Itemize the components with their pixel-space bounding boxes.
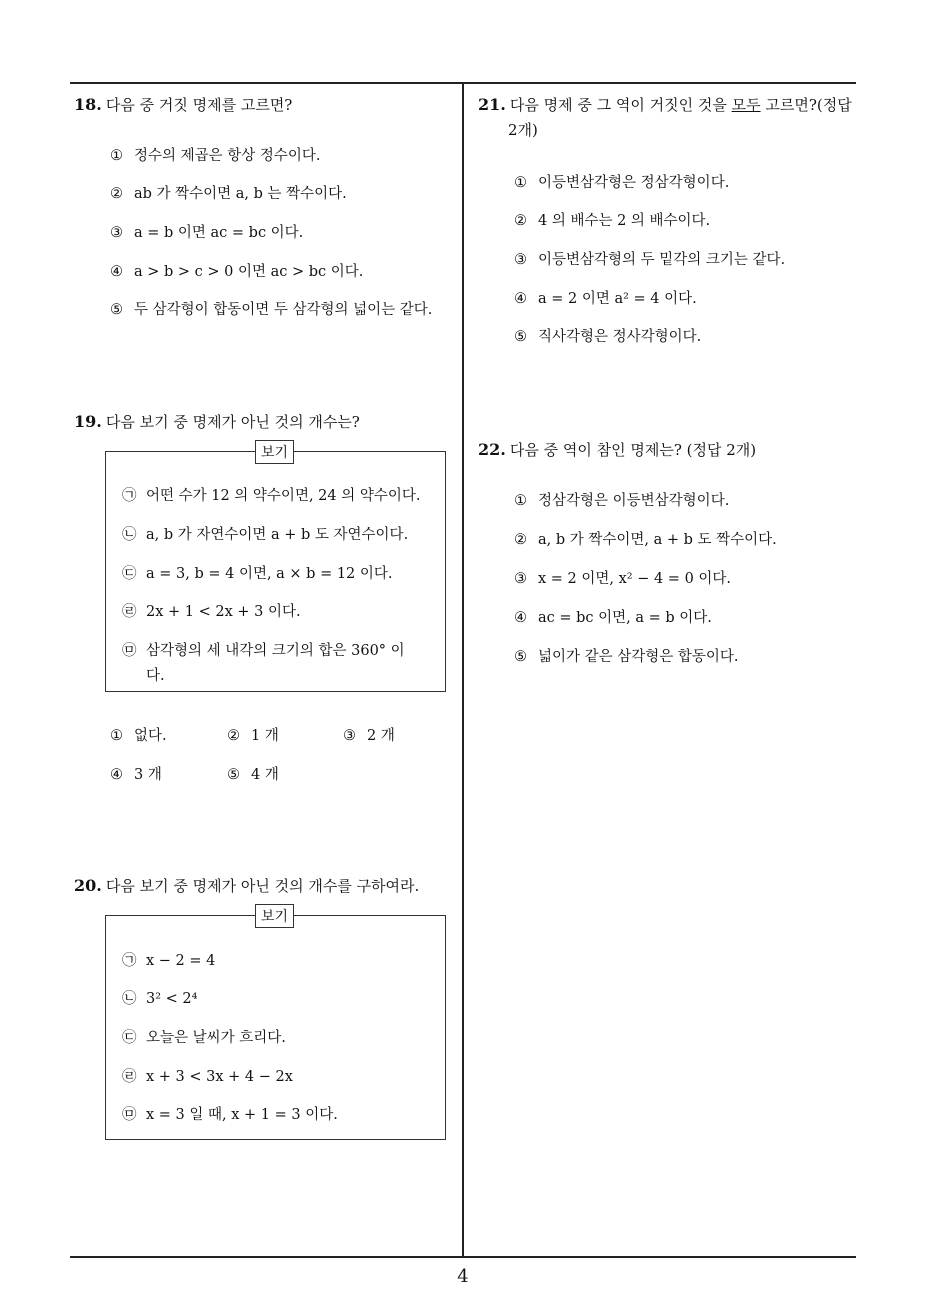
q19-option-3[interactable] — [343, 724, 395, 745]
q20-item-2 — [122, 987, 197, 1008]
option-text: a > b > c > 0 이면 ac > bc 이다. — [134, 264, 364, 280]
q18-option-4[interactable] — [110, 260, 363, 281]
option-mark: ㉡ — [122, 991, 137, 1007]
q18-option-1[interactable] — [110, 144, 321, 165]
question-text: 다음 보기 중 명제가 아닌 것의 개수는? — [105, 413, 360, 431]
option-text: 정수의 제곱은 항상 정수이다. — [134, 148, 321, 164]
question-19-title — [74, 409, 360, 435]
q19-item-2 — [122, 523, 408, 544]
question-21-title: 21. 다음 명제 중 그 역이 거짓인 것을 모두 고르면?(정답 — [478, 95, 852, 114]
bottom-rule — [70, 1256, 856, 1258]
q20-item-3 — [122, 1026, 286, 1047]
option-mark: ㉣ — [122, 1069, 137, 1085]
option-mark: ⑤ — [514, 649, 527, 665]
question-text: 다음 중 거짓 명제를 고르면? — [105, 96, 293, 114]
question-21-title-cont: 2개) — [508, 121, 538, 139]
option-mark: ⑤ — [514, 329, 527, 345]
option-text: a = 2 이면 a² = 4 이다. — [538, 291, 697, 307]
option-text: a, b 가 자연수이면 a + b 도 자연수이다. — [146, 527, 409, 543]
q22-option-3[interactable] — [514, 567, 731, 588]
q20-item-4 — [122, 1065, 293, 1086]
column-divider — [462, 83, 464, 1258]
q19-option-4[interactable] — [110, 763, 162, 784]
q18-option-3[interactable] — [110, 221, 303, 242]
question-20-title — [74, 873, 419, 899]
option-text: 어떤 수가 12 의 약수이면, 24 의 약수이다. — [146, 488, 421, 504]
option-mark: ③ — [343, 728, 356, 744]
option-text: 3² < 2⁴ — [146, 991, 198, 1007]
page-number: 4 — [457, 1266, 469, 1287]
option-mark: ㉢ — [122, 566, 137, 582]
option-mark: ④ — [514, 291, 527, 307]
option-text: 삼각형의 세 내각의 크기의 합은 360° 이 — [146, 643, 405, 659]
option-mark: ⑤ — [227, 767, 240, 783]
option-mark: ㉣ — [122, 604, 137, 620]
option-mark: ㉤ — [122, 1107, 137, 1123]
option-text: 정삼각형은 이등변삼각형이다. — [538, 493, 730, 509]
option-mark: ④ — [110, 767, 123, 783]
q20-bogi-label: 보기 — [255, 904, 294, 928]
question-text: 다음 보기 중 명제가 아닌 것의 개수를 구하여라. — [105, 877, 420, 895]
q20-item-1 — [122, 949, 215, 970]
option-mark: ⑤ — [110, 302, 123, 318]
option-text: x = 2 이면, x² − 4 = 0 이다. — [538, 571, 732, 587]
emphasis-underline: 모두 — [731, 96, 761, 114]
option-text: 2x + 1 < 2x + 3 이다. — [146, 604, 301, 620]
option-text: 4 의 배수는 2 의 배수이다. — [538, 213, 711, 229]
option-text: x = 3 일 때, x + 1 = 3 이다. — [146, 1107, 338, 1123]
option-mark: ④ — [514, 610, 527, 626]
q21-option-5[interactable] — [514, 325, 701, 346]
q19-bogi-label: 보기 — [255, 440, 294, 464]
q19-option-5[interactable] — [227, 763, 279, 784]
q22-option-5[interactable] — [514, 645, 739, 666]
q22-option-4[interactable] — [514, 606, 712, 627]
option-text: 이등변삼각형은 정삼각형이다. — [538, 175, 730, 191]
q18-option-2[interactable] — [110, 182, 347, 203]
option-mark: ② — [514, 532, 527, 548]
option-mark: ③ — [514, 252, 527, 268]
question-number: 18. — [74, 95, 102, 114]
q22-option-1[interactable] — [514, 489, 729, 510]
question-22-title — [478, 437, 756, 463]
option-text: 2 개 — [367, 728, 395, 744]
q21-option-3[interactable] — [514, 248, 785, 269]
option-text: ac = bc 이면, a = b 이다. — [538, 610, 712, 626]
option-mark: ㉤ — [122, 643, 137, 659]
option-text: x + 3 < 3x + 4 − 2x — [146, 1069, 293, 1085]
option-text: 3 개 — [134, 767, 162, 783]
option-text: a = b 이면 ac = bc 이다. — [134, 225, 304, 241]
option-mark: ① — [514, 493, 527, 509]
option-text: 오늘은 날씨가 흐리다. — [146, 1030, 286, 1046]
question-number: 22. — [478, 440, 506, 459]
question-18-title — [74, 92, 292, 118]
option-mark: ③ — [110, 225, 123, 241]
option-text: 넓이가 같은 삼각형은 합동이다. — [538, 649, 739, 665]
option-mark: ① — [110, 728, 123, 744]
option-mark: ① — [110, 148, 123, 164]
q19-item-5 — [122, 639, 405, 660]
option-mark: ④ — [110, 264, 123, 280]
option-text: 1 개 — [251, 728, 279, 744]
q19-option-2[interactable] — [227, 724, 279, 745]
option-text: a, b 가 짝수이면, a + b 도 짝수이다. — [538, 532, 777, 548]
option-text: 두 삼각형이 합동이면 두 삼각형의 넓이는 같다. — [134, 302, 433, 318]
option-text: 없다. — [134, 728, 167, 744]
q20-item-5 — [122, 1103, 338, 1124]
option-mark: ㉢ — [122, 1030, 137, 1046]
option-mark: ㉡ — [122, 527, 137, 543]
question-number: 21. — [478, 95, 506, 114]
q18-option-5[interactable] — [110, 298, 432, 319]
option-text: 다. — [146, 668, 165, 684]
option-text: 이등변삼각형의 두 밑각의 크기는 같다. — [538, 252, 786, 268]
option-text: 4 개 — [251, 767, 279, 783]
option-mark: ② — [110, 186, 123, 202]
q19-option-1[interactable] — [110, 724, 167, 745]
q19-item-4 — [122, 600, 301, 621]
q21-option-2[interactable] — [514, 209, 710, 230]
question-text: 다음 중 역이 참인 명제는? (정답 2개) — [509, 441, 757, 459]
option-text: ab 가 짝수이면 a, b 는 짝수이다. — [134, 186, 347, 202]
q19-item-3 — [122, 562, 393, 583]
option-mark: ② — [514, 213, 527, 229]
question-number: 19. — [74, 412, 102, 431]
option-mark: ③ — [514, 571, 527, 587]
option-mark: ㉠ — [122, 953, 137, 969]
question-number: 20. — [74, 876, 102, 895]
option-mark: ② — [227, 728, 240, 744]
option-text: 직사각형은 정사각형이다. — [538, 329, 702, 345]
option-text: x − 2 = 4 — [146, 953, 216, 969]
q21-option-4[interactable] — [514, 287, 697, 308]
q19-item-5-cont — [146, 664, 165, 685]
option-mark: ① — [514, 175, 527, 191]
q19-item-1 — [122, 484, 420, 505]
option-text: a = 3, b = 4 이면, a × b = 12 이다. — [146, 566, 393, 582]
q21-option-1[interactable] — [514, 171, 729, 192]
option-mark: ㉠ — [122, 488, 137, 504]
q22-option-2[interactable] — [514, 528, 777, 549]
